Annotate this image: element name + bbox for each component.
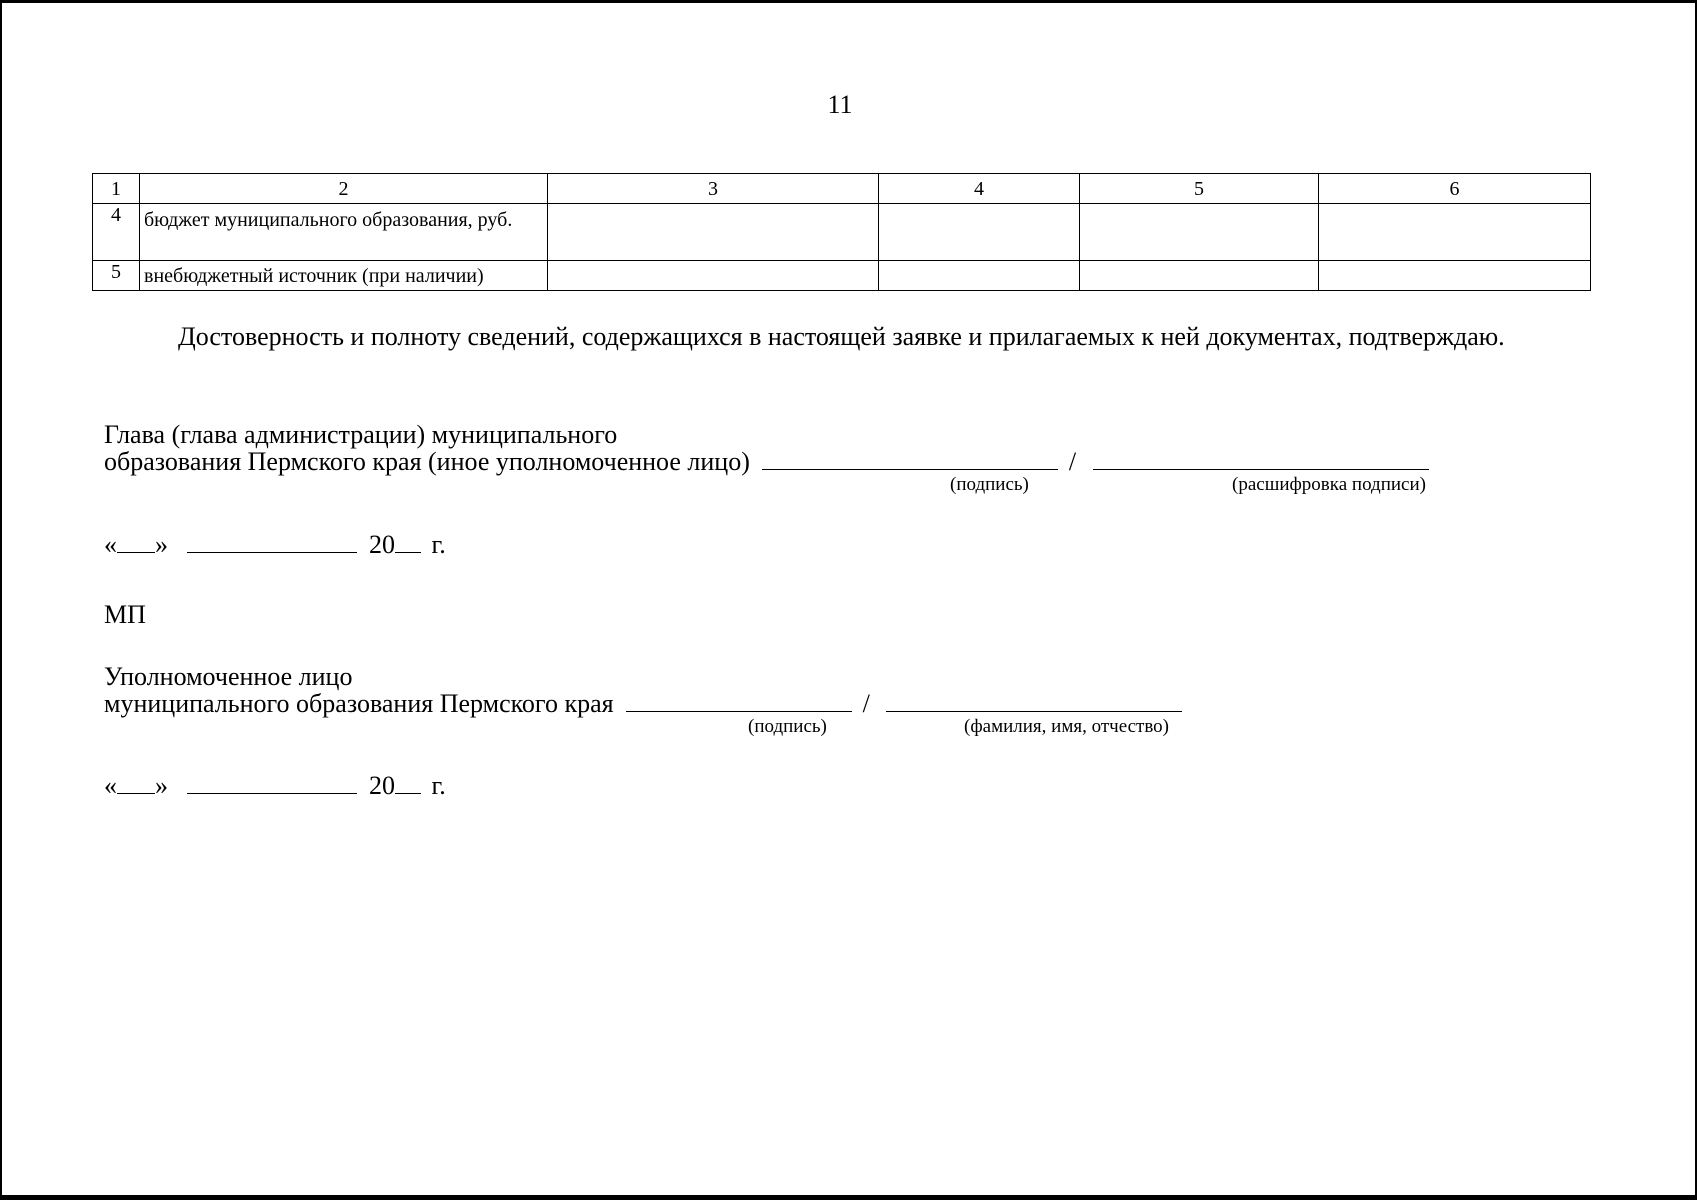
caption-signature: (подпись) [748, 716, 827, 737]
authorized-title-line1: Уполномоченное лицо [104, 662, 353, 691]
seal-label: МП [104, 600, 146, 629]
table-cell [548, 261, 879, 291]
open-quote: « [104, 530, 117, 559]
header-cell: 3 [548, 174, 879, 204]
day-blank[interactable] [117, 771, 155, 794]
head-signature-line [104, 447, 1429, 475]
year-blank[interactable] [395, 771, 421, 794]
authorized-title-line2: муниципального образования Пермского края [104, 689, 614, 718]
signature-blank[interactable] [626, 689, 852, 712]
table-row [93, 204, 1591, 261]
scan-edge-left [0, 0, 2, 1200]
header-cell: 6 [1319, 174, 1591, 204]
month-blank[interactable] [187, 771, 357, 794]
row-number: 5 [93, 261, 140, 291]
page-number: 11 [827, 90, 853, 119]
scan-edge-top [0, 0, 1697, 3]
year-suffix: г. [431, 771, 446, 800]
confirmation-paragraph: Достоверность и полноту сведений, содержащихся в настоящей заявке и прилагаемых к ней документах, подтверждаю. [178, 322, 1505, 351]
scan-edge-bottom [0, 1195, 1697, 1200]
row-label: бюджет муниципального образования, руб. [140, 204, 548, 261]
date-line [104, 771, 446, 799]
separator-slash: / [862, 689, 870, 718]
table-cell [1319, 261, 1591, 291]
row-number: 4 [93, 204, 140, 261]
table-cell [1319, 204, 1591, 261]
row-label: внебюджетный источник (при наличии) [140, 261, 548, 291]
close-quote: » [155, 771, 168, 800]
month-blank[interactable] [187, 530, 357, 553]
funding-table [92, 173, 1591, 291]
caption-signature: (подпись) [950, 474, 1029, 495]
head-title-line2: образования Пермского края (иное уполномоченное лицо) [104, 447, 750, 476]
table-cell [1080, 204, 1319, 261]
year-blank[interactable] [395, 530, 421, 553]
head-title-line1: Глава (глава администрации) муниципального [104, 420, 618, 449]
year-prefix: 20 [369, 771, 395, 800]
header-cell: 5 [1080, 174, 1319, 204]
header-cell: 2 [140, 174, 548, 204]
header-cell: 4 [879, 174, 1080, 204]
separator-slash: / [1068, 447, 1077, 476]
day-blank[interactable] [117, 530, 155, 553]
caption-full-name: (фамилия, имя, отчество) [964, 716, 1170, 737]
table-cell [1080, 261, 1319, 291]
table-cell [879, 261, 1080, 291]
year-suffix: г. [431, 530, 446, 559]
close-quote: » [155, 530, 168, 559]
caption-decoding: (расшифровка подписи) [1232, 474, 1426, 495]
table-row [93, 261, 1591, 291]
table-cell [548, 204, 879, 261]
full-name-blank[interactable] [886, 689, 1182, 712]
table-header-row [93, 174, 1591, 204]
date-line [104, 530, 446, 558]
signature-decoding-blank[interactable] [1093, 447, 1429, 470]
open-quote: « [104, 771, 117, 800]
authorized-signature-line [104, 689, 1182, 717]
table-cell [879, 204, 1080, 261]
header-cell: 1 [93, 174, 140, 204]
signature-blank[interactable] [762, 447, 1058, 470]
year-prefix: 20 [369, 530, 395, 559]
